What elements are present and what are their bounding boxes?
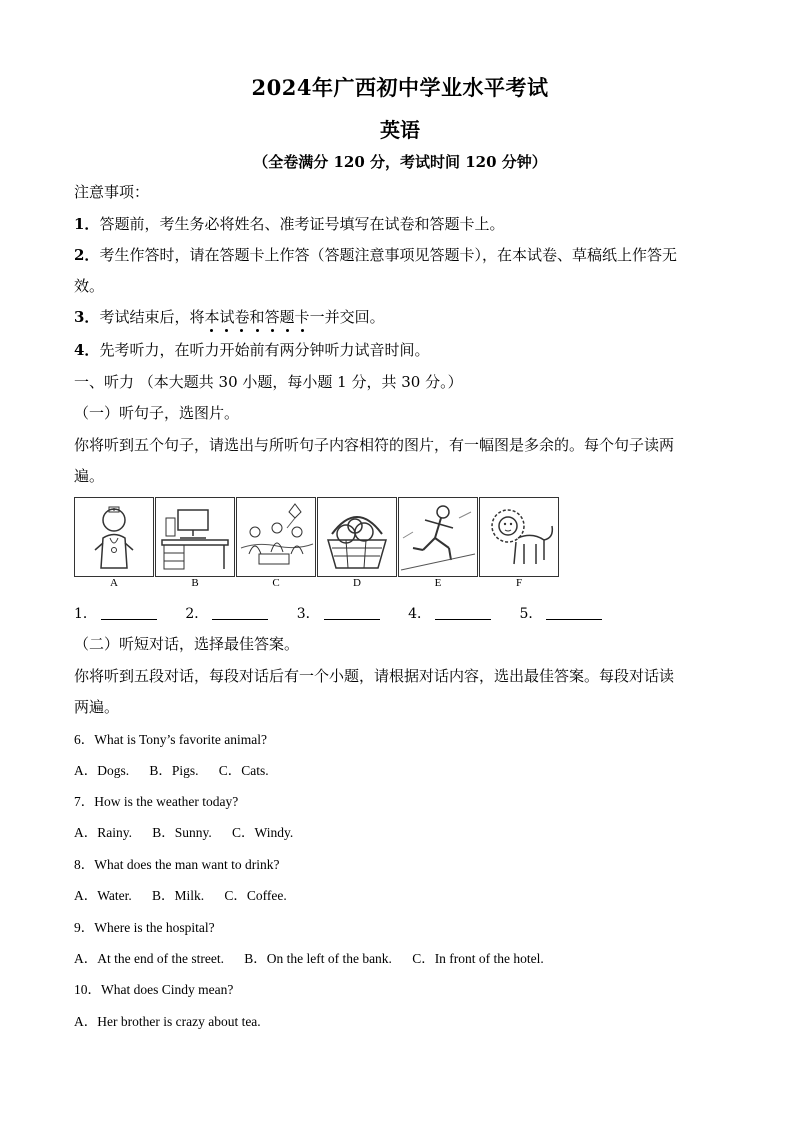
- emphasis-char: 本: [204, 308, 220, 326]
- options-8: [74, 886, 734, 906]
- exam-subject: 英语: [380, 118, 420, 142]
- notice-num: 3．: [74, 308, 100, 326]
- picture-row: [74, 497, 560, 589]
- blank-number: 5．: [519, 606, 543, 622]
- part1-instruction: 你将听到五个句子，请选出与所听句子内容相符的图片，有一幅图是多余的。每个句子读两: [74, 436, 675, 454]
- option[interactable]: C．Windy.: [232, 825, 294, 840]
- answer-blank-5[interactable]: [546, 605, 602, 620]
- option[interactable]: C．Coffee.: [224, 888, 287, 903]
- lion-icon: [480, 498, 558, 576]
- emphasis-char: 试: [219, 308, 235, 326]
- picture-b: [155, 497, 235, 577]
- picture-label: E: [434, 577, 442, 589]
- part1-heading: （一）听句子，选图片。: [74, 404, 240, 422]
- option[interactable]: B．Pigs.: [149, 763, 199, 778]
- section-heading-listening: 一、听力 （本大题共 30 小题，每小题 1 分，共 30 分。）: [74, 373, 463, 391]
- emphasis-char: 卡: [294, 308, 310, 326]
- notice-item-2: [74, 245, 734, 265]
- option[interactable]: B．Milk.: [152, 888, 205, 903]
- answer-blank-4[interactable]: [435, 605, 491, 620]
- emphasis-char: 题: [279, 308, 295, 326]
- picture-e: [398, 497, 478, 577]
- notice-num: 1．: [74, 215, 100, 233]
- options-9: [74, 949, 734, 969]
- part2-instruction: 你将听到五段对话，每段对话后有一个小题，请根据对话内容，选出最佳答案。每段对话读: [74, 667, 675, 685]
- picture-label: F: [515, 577, 523, 589]
- fruit-basket-icon: [318, 498, 396, 576]
- picture-label: B: [191, 577, 199, 589]
- options-7: [74, 823, 734, 843]
- option[interactable]: A．Her brother is crazy about tea.: [74, 1014, 261, 1029]
- blank-number: 4．: [408, 606, 432, 622]
- question-6: 6．What is Tony’s favorite animal?: [74, 732, 268, 747]
- option[interactable]: A．Rainy.: [74, 825, 132, 840]
- question-10: 10．What does Cindy mean?: [74, 982, 234, 997]
- blank-number: 3．: [296, 606, 320, 622]
- blank-number: 1．: [74, 606, 97, 622]
- answer-blank-1[interactable]: [101, 605, 157, 620]
- question-7: 7．How is the weather today?: [74, 794, 239, 809]
- notice-text: 一并交回。: [309, 308, 385, 326]
- picture-c: [236, 497, 316, 577]
- notice-text: 考生作答时，请在答题卡上作答（答题注意事项见答题卡），在本试卷、草稿纸上作答无: [99, 246, 677, 264]
- option[interactable]: A．At the end of the street.: [74, 951, 224, 966]
- notice-num: 4．: [74, 341, 100, 359]
- picture-label: C: [272, 577, 280, 589]
- emphasis-char: 卷: [234, 308, 250, 326]
- option[interactable]: A．Water.: [74, 888, 132, 903]
- picture-label: D: [353, 577, 361, 589]
- computer-desk-icon: [156, 498, 234, 576]
- emphasized-words: [204, 308, 309, 326]
- question-8: 8．What does the man want to drink?: [74, 857, 280, 872]
- option[interactable]: A．Dogs.: [74, 763, 130, 778]
- answer-blank-2[interactable]: [212, 605, 268, 620]
- picture-a: [74, 497, 154, 577]
- notice-text: 考试结束后，将: [99, 308, 205, 326]
- emphasized-text: [204, 308, 309, 326]
- part2-heading: （二）听短对话，选择最佳答案。: [74, 635, 300, 653]
- blank-number: 2．: [185, 606, 209, 622]
- notice-text: 答题前，考生务必将姓名、准考证号填写在试卷和答题卡上。: [99, 215, 505, 233]
- emphasis-char: 答: [264, 308, 280, 326]
- option[interactable]: C．In front of the hotel.: [412, 951, 544, 966]
- picture-f: [479, 497, 559, 577]
- question-9: 9．Where is the hospital?: [74, 920, 215, 935]
- option[interactable]: C．Cats.: [218, 763, 269, 778]
- notice-num: 2．: [74, 246, 100, 264]
- emphasis-char: 和: [249, 308, 265, 326]
- notice-text: 先考听力，在听力开始前有两分钟听力试音时间。: [99, 341, 430, 359]
- notice-item-2-cont: 效。: [74, 277, 105, 295]
- score-note: （全卷满分 120 分，考试时间 120 分钟）: [253, 153, 547, 171]
- exam-title: 2024年广西初中学业水平考试: [251, 75, 549, 100]
- picture-label: A: [110, 577, 118, 589]
- answer-blanks-row: [74, 604, 734, 624]
- notice-item-1: [74, 214, 734, 234]
- doctor-icon: [75, 498, 153, 576]
- option[interactable]: B．On the left of the bank.: [244, 951, 392, 966]
- picnic-icon: [237, 498, 315, 576]
- notice-heading: 注意事项：: [74, 183, 150, 201]
- part1-instruction-cont: 遍。: [74, 467, 105, 485]
- notice-item-3: [74, 307, 734, 327]
- answer-blank-3[interactable]: [324, 605, 380, 620]
- part2-instruction-cont: 两遍。: [74, 698, 120, 716]
- runner-icon: [399, 498, 477, 576]
- options-6: [74, 761, 734, 781]
- option[interactable]: B．Sunny.: [152, 825, 212, 840]
- notice-item-4: [74, 340, 734, 360]
- options-10: [74, 1012, 734, 1032]
- picture-d: [317, 497, 397, 577]
